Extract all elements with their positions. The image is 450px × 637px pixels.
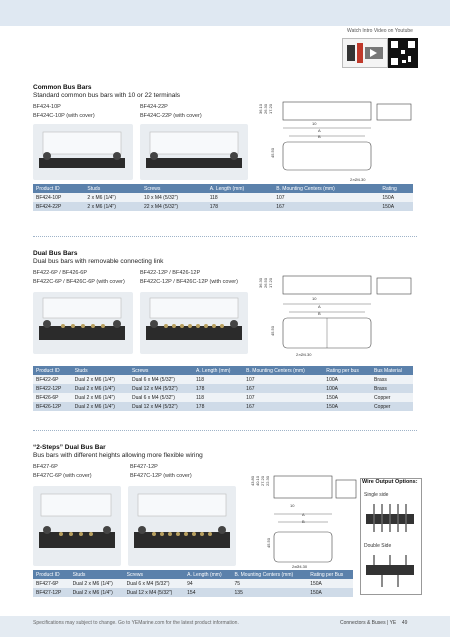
section-title: Dual Bus Bars [33, 250, 78, 257]
dim-label: 10 [290, 503, 295, 508]
footer-sep [398, 620, 401, 626]
section-subtitle: Standard common bus bars with 10 or 22 terminals [33, 92, 181, 99]
cell: BF426-12P [33, 402, 72, 411]
single-side-diagram [362, 502, 418, 538]
cell: Dual 2 x M6 (1/4") [72, 402, 129, 411]
dim-label: 36.30 [258, 278, 263, 289]
cell: 150A [323, 393, 371, 402]
col-header: Bus Material [371, 366, 413, 375]
product-number: BF424-22P [140, 104, 168, 110]
product-number-cover: BF422C-12P / BF426C-12P (with cover) [140, 279, 238, 285]
bus-bar-image [33, 124, 133, 180]
section-title: Common Bus Bars [33, 84, 92, 91]
table-row [33, 384, 413, 393]
cell: 167 [243, 402, 323, 411]
cell: 150A [323, 402, 371, 411]
dimension-drawing [255, 100, 415, 182]
dim-label: 45.50 [270, 148, 275, 159]
technical-drawing [255, 100, 415, 182]
col-header: B. Mounting Centers (mm) [232, 570, 308, 579]
col-header: Product ID [33, 570, 70, 579]
cell: BF422-12P [33, 384, 72, 393]
dim-label: 26.50 [263, 278, 268, 289]
col-header: Screws [141, 184, 207, 193]
cell: 94 [184, 579, 231, 588]
spec-table-2step [33, 570, 353, 597]
product-image-bf427-12p [128, 486, 236, 566]
cell: Dual 12 x M4 (5/32") [124, 588, 185, 597]
product-number-cover: BF424C-10P (with cover) [33, 113, 95, 119]
cell: Brass [371, 384, 413, 393]
col-header: Studs [70, 570, 124, 579]
single-side-label: Single side [364, 492, 389, 498]
col-header: Product ID [33, 184, 84, 193]
col-header: Rating per bus [323, 366, 371, 375]
dim-label: 2xØ4.30 [292, 564, 308, 569]
dim-label: B [318, 134, 321, 139]
wire-output-title: Wire Output Options: [362, 479, 418, 485]
cell: Dual 2 x M6 (1/4") [72, 393, 129, 402]
product-number-cover: BF422C-6P / BF426C-6P (with cover) [33, 279, 125, 285]
cell: 178 [193, 402, 243, 411]
col-header: Studs [72, 366, 129, 375]
footer-section [340, 620, 407, 626]
cell: 107 [243, 393, 323, 402]
dim-label: 36.10 [258, 104, 263, 115]
table-row [33, 202, 413, 211]
video-preview-icon [343, 39, 387, 67]
footer-sep: | [386, 620, 390, 626]
spec-table-dual [33, 366, 413, 411]
product-number-cover: BF427C-12P (with cover) [130, 473, 192, 479]
dim-label: 10 [312, 296, 317, 301]
cell: 22 x M4 (5/32") [141, 202, 207, 211]
cell: BF422-6P [33, 375, 72, 384]
qr-code-icon[interactable] [388, 38, 418, 68]
wire-double-icon [362, 553, 418, 589]
col-header: Product ID [33, 366, 72, 375]
spec-table-common [33, 184, 413, 211]
dim-label: 45.50 [266, 538, 271, 549]
bus-bar-image [140, 292, 248, 354]
footer-section-name: Connectors & Buses [340, 620, 386, 626]
section-divider [33, 236, 417, 237]
double-side-label: Double Side [364, 543, 392, 549]
dim-label: B [318, 311, 321, 316]
col-header: Rating [379, 184, 413, 193]
table-row [33, 375, 413, 384]
double-side-diagram [362, 553, 418, 589]
dim-label: 10 [312, 121, 317, 126]
cell: 107 [243, 375, 323, 384]
cell: 150A [307, 588, 353, 597]
product-number: BF424-10P [33, 104, 61, 110]
product-image-bf424-10p [33, 124, 133, 180]
dim-label: 17.20 [268, 278, 273, 289]
product-image-bf422-6p [33, 292, 133, 354]
cell: 150A [379, 202, 413, 211]
col-header: Studs [84, 184, 141, 193]
dim-label: A [318, 304, 321, 309]
col-header: A. Length (mm) [184, 570, 231, 579]
dim-label: 2×Ø4.30 [350, 177, 366, 182]
dim-label: 43.80 [250, 476, 255, 487]
dim-label: 22.30 [265, 476, 270, 487]
cell: 150A [307, 579, 353, 588]
table-row [33, 579, 353, 588]
dim-label: 27.20 [260, 476, 265, 487]
cell: Dual 12 x M4 (5/32") [129, 384, 193, 393]
table-row [33, 193, 413, 202]
product-image-bf427-6p [33, 486, 121, 566]
dim-label: B [302, 519, 305, 524]
cell: Dual 2 x M6 (1/4") [70, 588, 124, 597]
cell: 167 [243, 384, 323, 393]
table-row [33, 588, 353, 597]
cell: Dual 6 x M4 (5/32") [124, 579, 185, 588]
cell: 135 [232, 588, 308, 597]
bus-bar-image [33, 486, 121, 566]
watch-video-label: Watch Intro Video on Youtube [347, 28, 413, 34]
cell: BF426-6P [33, 393, 72, 402]
cell: 107 [273, 193, 379, 202]
col-header: Rating per Bus [307, 570, 353, 579]
cell: 118 [207, 193, 273, 202]
cell: Dual 6 x M4 (5/32") [129, 393, 193, 402]
technical-drawing [255, 274, 415, 358]
section-title: “2-Steps” Dual Bus Bar [33, 444, 106, 451]
dim-label: 40.10 [255, 476, 260, 487]
top-band [0, 0, 450, 26]
product-number: BF422-12P / BF426-12P [140, 270, 201, 276]
page-number: 49 [401, 620, 408, 626]
cell: 178 [207, 202, 273, 211]
cell: BF427-6P [33, 579, 70, 588]
dim-label: A [318, 128, 321, 133]
section-divider [33, 430, 417, 431]
cell: Brass [371, 375, 413, 384]
cell: Dual 2 x M6 (1/4") [70, 579, 124, 588]
dim-label: A [302, 512, 305, 517]
dim-label: 17.20 [268, 104, 273, 115]
wire-single-icon [362, 502, 418, 538]
cell: Dual 6 x M4 (5/32") [129, 375, 193, 384]
col-header: Screws [129, 366, 193, 375]
product-number: BF427-6P [33, 464, 58, 470]
col-header: Screws [124, 570, 185, 579]
cell: 100A [323, 375, 371, 384]
cell: 118 [193, 393, 243, 402]
cell: Dual 2 x M6 (1/4") [72, 384, 129, 393]
cell: 167 [273, 202, 379, 211]
dimension-drawing [255, 274, 415, 358]
product-number: BF427-12P [130, 464, 158, 470]
section-subtitle: Dual bus bars with removable connecting link [33, 258, 164, 265]
col-header: B. Mounting Centers (mm) [243, 366, 323, 375]
cell: 75 [232, 579, 308, 588]
bus-bar-image [33, 292, 133, 354]
cell: 10 x M4 (5/32") [141, 193, 207, 202]
dim-label: 2×Ø4.30 [296, 352, 312, 357]
col-header: A. Length (mm) [193, 366, 243, 375]
col-header: B. Mounting Centers (mm) [273, 184, 379, 193]
dim-label: 26.30 [263, 104, 268, 115]
youtube-thumbnail[interactable] [342, 38, 388, 68]
cell: Dual 2 x M6 (1/4") [72, 375, 129, 384]
table-row [33, 393, 413, 402]
product-image-bf424-22p [140, 124, 248, 180]
cell: 100A [323, 384, 371, 393]
cell: Copper [371, 393, 413, 402]
cell: 118 [193, 375, 243, 384]
cell: Copper [371, 402, 413, 411]
cell: 2 x M6 (1/4") [84, 193, 141, 202]
cell: BF427-12P [33, 588, 70, 597]
bus-bar-image [128, 486, 236, 566]
product-number-cover: BF427C-6P (with cover) [33, 473, 92, 479]
col-header: A. Length (mm) [207, 184, 273, 193]
cell: 154 [184, 588, 231, 597]
cell: 2 x M6 (1/4") [84, 202, 141, 211]
cell: 178 [193, 384, 243, 393]
cell: Dual 12 x M4 (5/32") [129, 402, 193, 411]
cell: BF424-22P [33, 202, 84, 211]
cell: BF424-10P [33, 193, 84, 202]
footer-disclaimer: Specifications may subject to change. Go to YEMarine.com for the latest product information. [33, 620, 239, 626]
product-number-cover: BF424C-22P (with cover) [140, 113, 202, 119]
dim-label: 45.50 [270, 326, 275, 337]
table-row [33, 402, 413, 411]
product-image-bf422-12p [140, 292, 248, 354]
footer-brand: YE [389, 620, 397, 626]
bus-bar-image [140, 124, 248, 180]
section-subtitle: Bus bars with different heights allowing more flexible wiring [33, 452, 203, 459]
cell: 150A [379, 193, 413, 202]
product-number: BF422-6P / BF426-6P [33, 270, 88, 276]
